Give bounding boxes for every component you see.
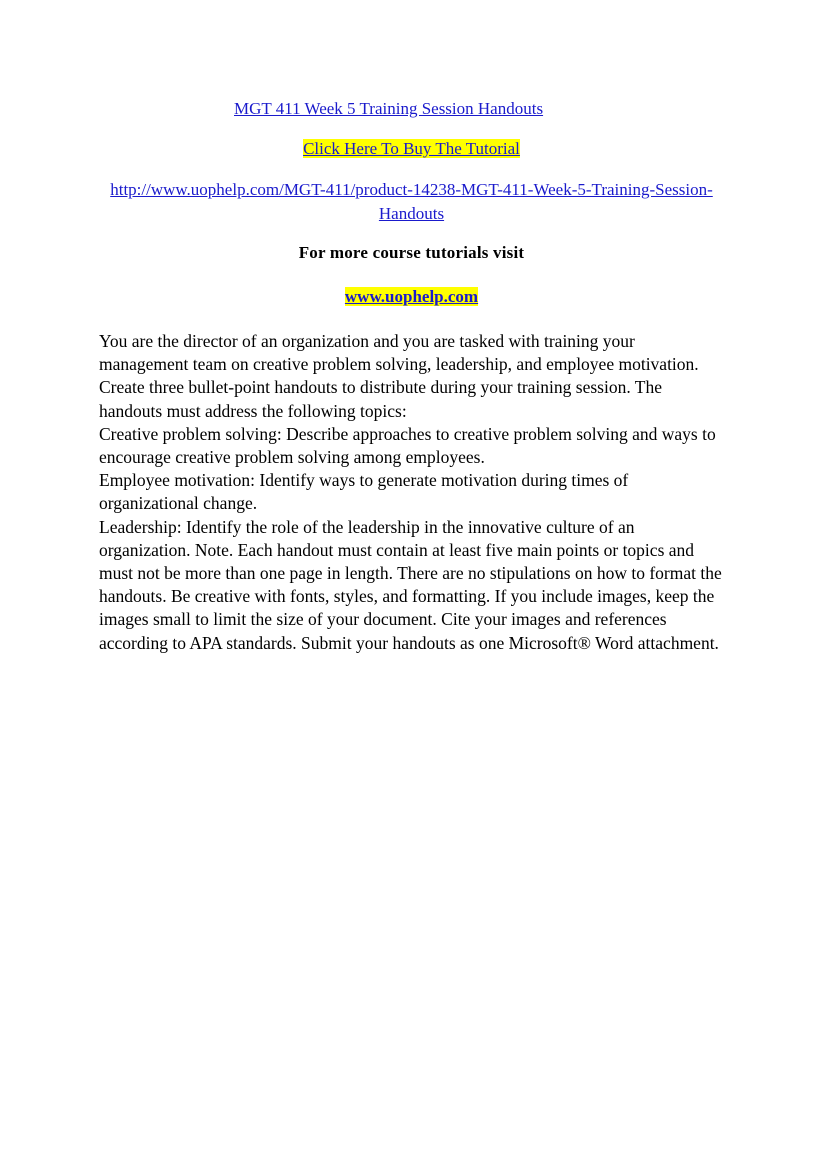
buy-tutorial-link[interactable]: Click Here To Buy The Tutorial [303,139,520,158]
buy-tutorial-row [99,138,724,160]
assignment-text [99,330,724,655]
course-tutorials-heading: For more course tutorials visit [298,243,525,262]
site-link[interactable]: www.uophelp.com [344,287,479,306]
paragraph-creative-problem-solving: Creative problem solving: Describe approaches to creative problem solving and ways to encourage creative problem solving among employees. [99,423,716,468]
product-url-row [99,178,724,226]
paragraph-intro: You are the director of an organization and you are tasked with training your management team on creative problem solving, leadership, and employee motivation. Create three bullet-point handouts to distribute during your training session. The handouts must address the following topics: [99,331,699,421]
document-title-link[interactable]: MGT 411 Week 5 Training Session Handouts [234,99,544,118]
paragraph-leadership: Leadership: Identify the role of the leadership in the innovative culture of an organization. Note. Each handout must contain at least five main points or topics and must not be more than one page in length. There are no stipulations on how to format the handouts. Be creative with fonts, styles, and formatting. If you include images, keep the images small to limit the size of your document. Cite your images and references according to APA standards. Submit your handouts as one Microsoft® Word attachment. [99,516,722,653]
paragraph-employee-motivation: Employee motivation: Identify ways to generate motivation during times of organizational change. [99,470,629,514]
product-url-link[interactable]: http://www.uophelp.com/MGT-411/product-14238-MGT-411-Week-5-Training-Session-Handouts [110,180,713,223]
site-link-row [99,286,724,308]
document-body [99,98,724,655]
document-title-row [234,98,724,120]
